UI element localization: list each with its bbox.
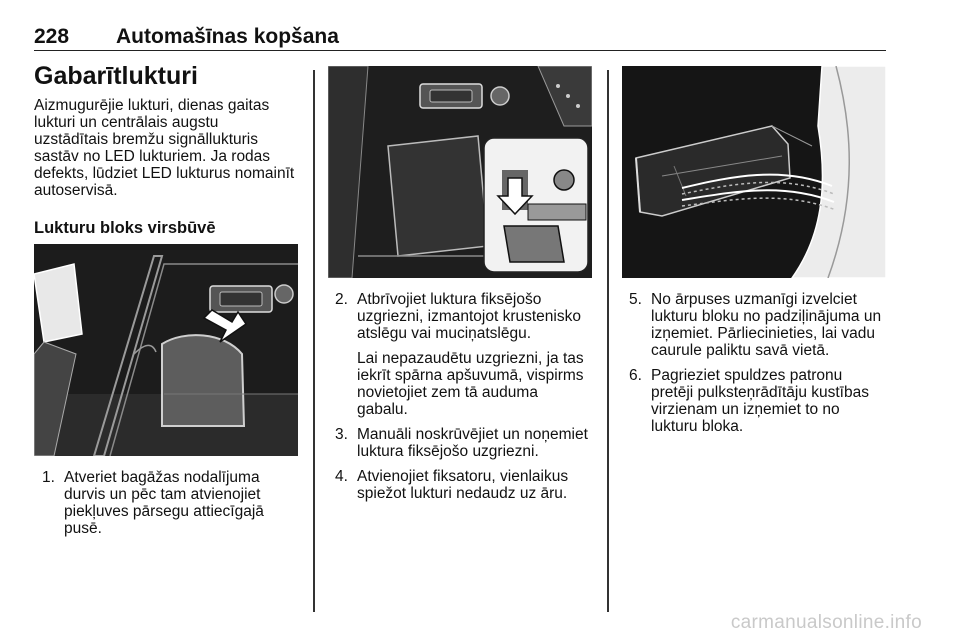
column-divider-1 (313, 70, 315, 612)
figure-trunk-access-cover (34, 244, 298, 456)
step-number: 3. (335, 426, 348, 443)
step-number: 1. (42, 469, 55, 486)
page-header (34, 14, 886, 51)
step-text (357, 291, 597, 342)
step-line: Atbrīvojiet luktura fiksējošo (357, 291, 542, 308)
column-divider-2 (607, 70, 609, 612)
step-note (357, 350, 597, 418)
step-item (42, 469, 308, 537)
step-text (651, 367, 891, 435)
intro-line: defekts, lūdziet LED lukturus nomainīt (34, 165, 295, 182)
step-line: spiežot lukturi nedaudz uz āru. (357, 485, 568, 502)
intro-line: sastāv no LED lukturiem. Ja rodas (34, 148, 271, 165)
intro-line: autoservisā. (34, 182, 118, 199)
step-line: pretēji pulksteņrādītāju kustības (651, 384, 869, 401)
step-line: iekrīt spārna apšuvumā, vispirms (357, 367, 584, 384)
step-line: durvis un pēc tam atvienojiet (64, 486, 261, 503)
figure-trunk-nut-detail (328, 66, 592, 278)
step-line: gabalu. (357, 401, 408, 418)
intro-paragraph (34, 97, 306, 199)
chapter-title: Automašīnas kopšana (116, 25, 339, 48)
step-line: Atveriet bagāžas nodalījuma (64, 469, 260, 486)
step-line: piekļuves pārsegu attiecīgajā (64, 503, 264, 520)
step-line: pusē. (64, 520, 102, 537)
intro-line: lukturi un centrālais augstu (34, 114, 219, 131)
step-text (357, 468, 597, 502)
step-line: izņemiet. Pārliecinieties, lai vadu (651, 325, 875, 342)
step-line: No ārpuses uzmanīgi izvelciet (651, 291, 857, 308)
step-item (335, 426, 597, 460)
step-text (357, 426, 597, 460)
intro-line: uzstādītais bremžu signāllukturis (34, 131, 258, 148)
subheading: Lukturu bloks virsbūvē (34, 219, 216, 237)
step-line: virzienam un izņemiet to no (651, 401, 840, 418)
step-line: Manuāli noskrūvējiet un noņemiet (357, 426, 588, 443)
step-number: 4. (335, 468, 348, 485)
steps-column-2 (335, 291, 597, 510)
step-text (64, 469, 308, 537)
step-item (335, 291, 597, 418)
figure-light-unit-removal (622, 66, 886, 278)
step-number: 5. (629, 291, 642, 308)
step-line: uzgriezni, izmantojot krustenisko (357, 308, 581, 325)
step-line: novietojiet zem tā auduma (357, 384, 538, 401)
watermark: carmanualsonline.info (730, 612, 922, 633)
steps-column-1 (42, 469, 308, 545)
step-number: 6. (629, 367, 642, 384)
step-line: caurule paliktu savā vietā. (651, 342, 830, 359)
section-title: Gabarītlukturi (34, 62, 198, 90)
step-item (629, 291, 891, 359)
step-line: lukturu bloka. (651, 418, 744, 435)
steps-column-3 (629, 291, 891, 443)
step-number: 2. (335, 291, 348, 308)
page-number: 228 (34, 25, 70, 48)
step-item (629, 367, 891, 435)
intro-line: Aizmugurējie lukturi, dienas gaitas (34, 97, 270, 114)
step-text (651, 291, 891, 359)
step-line: Lai nepazaudētu uzgriezni, ja tas (357, 350, 584, 367)
step-line: Pagrieziet spuldzes patronu (651, 367, 843, 384)
step-line: luktura fiksējošo uzgriezni. (357, 443, 539, 460)
step-line: atslēgu vai muciņatslēgu. (357, 325, 532, 342)
step-line: lukturu bloku no padziļinājuma un (651, 308, 882, 325)
step-line: Atvienojiet fiksatoru, vienlaikus (357, 468, 569, 485)
step-item (335, 468, 597, 502)
